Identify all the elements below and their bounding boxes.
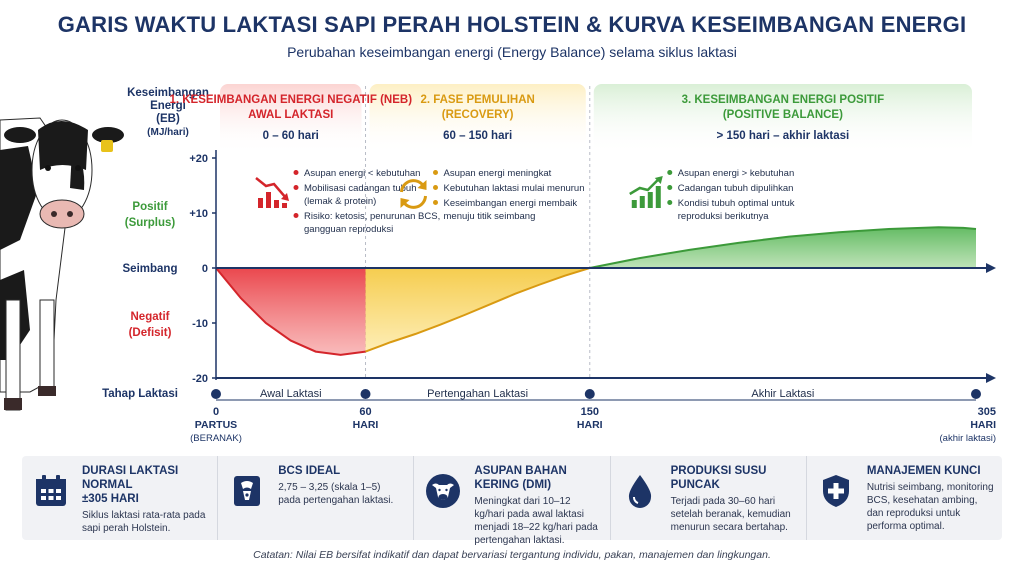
card-text: 2,75 – 3,25 (skala 1–5) pada pertengahan laktasi. bbox=[278, 482, 394, 506]
bullet-dot bbox=[667, 170, 672, 175]
phase-bullet-text: Mobilisasi cadangan tubuh bbox=[304, 183, 417, 194]
energy-area-3 bbox=[590, 227, 976, 268]
zero-baseline-arrow bbox=[986, 263, 996, 273]
icon-bar bbox=[632, 200, 637, 208]
timeline-point-label: HARI bbox=[352, 419, 379, 431]
timeline-marker bbox=[971, 389, 981, 399]
icon-bar bbox=[258, 198, 263, 208]
card-text: Nutrisi seimbang, monitoring BCS, kesehatan ambing, dan reproduksi untuk performa optimal. bbox=[866, 482, 994, 532]
y-axis-title: Keseimbangan bbox=[127, 87, 209, 99]
phase-bullet-text: Cadangan tubuh dipulihkan bbox=[677, 183, 794, 194]
phase-title: AWAL LAKTASI bbox=[248, 109, 334, 121]
timeline-point-label: 60 bbox=[359, 406, 372, 418]
timeline-point-label: HARI bbox=[970, 419, 996, 431]
timeline-marker bbox=[361, 389, 371, 399]
icon-bar bbox=[282, 203, 287, 208]
timeline-arrow bbox=[986, 373, 996, 383]
phase-title: 3. KESEIMBANGAN ENERGI POSITIF bbox=[681, 94, 885, 106]
timeline-title: Tahap Laktasi bbox=[102, 388, 178, 400]
calendar-icon bbox=[30, 470, 72, 512]
card-title: MANAJEMEN KUNCI bbox=[866, 465, 981, 477]
icon-bar bbox=[266, 192, 271, 208]
trend-up-icon bbox=[630, 176, 663, 208]
phase-bullet-text: Asupan energi meningkat bbox=[443, 168, 552, 179]
card-title: ASUPAN BAHAN KERING (DMI) bbox=[474, 465, 567, 491]
icon-bar bbox=[274, 200, 279, 208]
icon-bar bbox=[648, 192, 653, 208]
bullet-dot bbox=[433, 200, 438, 205]
card-title: BCS IDEAL bbox=[278, 465, 341, 477]
timeline-point-label: HARI bbox=[576, 419, 603, 431]
info-card bbox=[413, 456, 609, 546]
phase-bullet-text: Asupan energi < kebutuhan bbox=[304, 168, 421, 179]
info-card bbox=[806, 456, 1002, 540]
bullet-dot bbox=[294, 185, 299, 190]
card-text: Meningkat dari 10–12 kg/hari pada awal laktasi menjadi 18–22 kg/hari pada pertengahan laktasi. bbox=[474, 496, 598, 546]
card-title: PRODUKSI SUSU PUNCAK bbox=[670, 465, 767, 491]
timeline-point-label: 305 bbox=[977, 406, 996, 418]
icon-bar bbox=[640, 196, 645, 208]
bullet-dot bbox=[294, 170, 299, 175]
y-side-label: (Defisit) bbox=[128, 327, 172, 339]
info-card bbox=[610, 456, 806, 540]
card-title: DURASI LAKTASI NORMAL bbox=[82, 465, 179, 491]
page-subtitle: Perubahan keseimbangan energi (Energy Balance) selama siklus laktasi bbox=[287, 44, 737, 60]
milk-drop-icon bbox=[619, 470, 661, 512]
info-card bbox=[22, 456, 217, 540]
phase-bullet-text: reproduksi berikutnya bbox=[677, 211, 769, 222]
y-tick-label: -10 bbox=[192, 318, 208, 330]
y-axis-title: Energi bbox=[150, 100, 186, 112]
energy-area-1 bbox=[216, 268, 366, 355]
timeline-point-label: 150 bbox=[580, 406, 599, 418]
shield-plus-icon bbox=[815, 470, 857, 512]
timeline-marker bbox=[585, 389, 595, 399]
timeline-point-label: 0 bbox=[212, 406, 220, 418]
phase-range: > 150 hari – akhir laktasi bbox=[716, 130, 850, 142]
y-side-label: (Surplus) bbox=[124, 217, 176, 229]
y-tick-label: +10 bbox=[189, 208, 208, 220]
card-text: Terjadi pada 30–60 hari setelah beranak, kemudian menurun secara bertahap. bbox=[670, 496, 791, 533]
info-card bbox=[217, 456, 413, 540]
icon-arrow-line bbox=[630, 178, 660, 194]
y-tick-label: +20 bbox=[189, 153, 208, 165]
phase-bullet-text: Keseimbangan energi membaik bbox=[443, 198, 578, 209]
y-side-label: Negatif bbox=[130, 311, 170, 323]
bullet-dot bbox=[433, 170, 438, 175]
phase-title: (RECOVERY) bbox=[441, 109, 514, 121]
phase-bullet-text: Kebutuhan laktasi mulai menurun bbox=[443, 183, 585, 194]
card-text: Siklus laktasi rata-rata pada sapi perah Holstein. bbox=[82, 510, 206, 534]
phase-title: 2. FASE PEMULIHAN bbox=[420, 94, 535, 106]
y-tick-label: 0 bbox=[201, 263, 208, 275]
y-side-label: Seimbang bbox=[122, 263, 178, 275]
phase-range: 60 – 150 hari bbox=[443, 130, 513, 142]
phase-bullet-text: Asupan energi > kebutuhan bbox=[677, 168, 795, 179]
timeline-segment-label: Pertengahan Laktasi bbox=[427, 388, 529, 400]
bullet-dot bbox=[667, 185, 672, 190]
card-subtitle: ±305 HARI bbox=[82, 493, 139, 505]
y-tick-label: -20 bbox=[192, 373, 208, 385]
holstein-cow-illustration bbox=[0, 118, 124, 410]
y-side-label: Positif bbox=[132, 201, 168, 213]
phase-bullet-text: (lemak & protein) bbox=[304, 196, 377, 207]
bullet-dot bbox=[433, 185, 438, 190]
y-axis-title: (MJ/hari) bbox=[147, 127, 189, 138]
timeline-segment-label: Akhir Laktasi bbox=[751, 388, 815, 400]
bullet-dot bbox=[667, 200, 672, 205]
footnote: Catatan: Nilai EB bersifat indikatif dan dapat bervariasi tergantung individu, pakan, manajemen dan lingkungan. bbox=[253, 549, 771, 561]
phase-bullet-text: menuju titik seimbang bbox=[443, 211, 536, 222]
page-title: GARIS WAKTU LAKTASI SAPI PERAH HOLSTEIN & KURVA KESEIMBANGAN ENERGI bbox=[57, 12, 967, 37]
icon-bar bbox=[656, 186, 661, 208]
phase-bullet-text: Kondisi tubuh optimal untuk bbox=[677, 198, 795, 209]
y-axis-title: (EB) bbox=[156, 113, 180, 125]
timeline-segment-label: Awal Laktasi bbox=[259, 388, 322, 400]
phase-bullet-text: gangguan reproduksi bbox=[304, 224, 394, 235]
info-cards bbox=[22, 456, 1002, 546]
timeline-point-label: PARTUS bbox=[194, 419, 238, 431]
phase-bullet-text: Risiko: ketosis, penurunan BCS, bbox=[304, 211, 441, 222]
timeline-point-label: (BERANAK) bbox=[190, 433, 242, 444]
phase-title: 1. KESEIMBANGAN ENERGI NEGATIF (NEB) bbox=[169, 94, 413, 106]
phase-range: 0 – 60 hari bbox=[262, 130, 319, 142]
phase-title: (POSITIVE BALANCE) bbox=[722, 109, 843, 121]
bullet-dot bbox=[294, 213, 299, 218]
timeline-marker bbox=[211, 389, 221, 399]
cow-head-icon bbox=[422, 470, 464, 512]
body-score-icon bbox=[226, 470, 268, 512]
timeline-point-label: (akhir laktasi) bbox=[939, 433, 996, 444]
trend-down-icon bbox=[256, 178, 289, 208]
